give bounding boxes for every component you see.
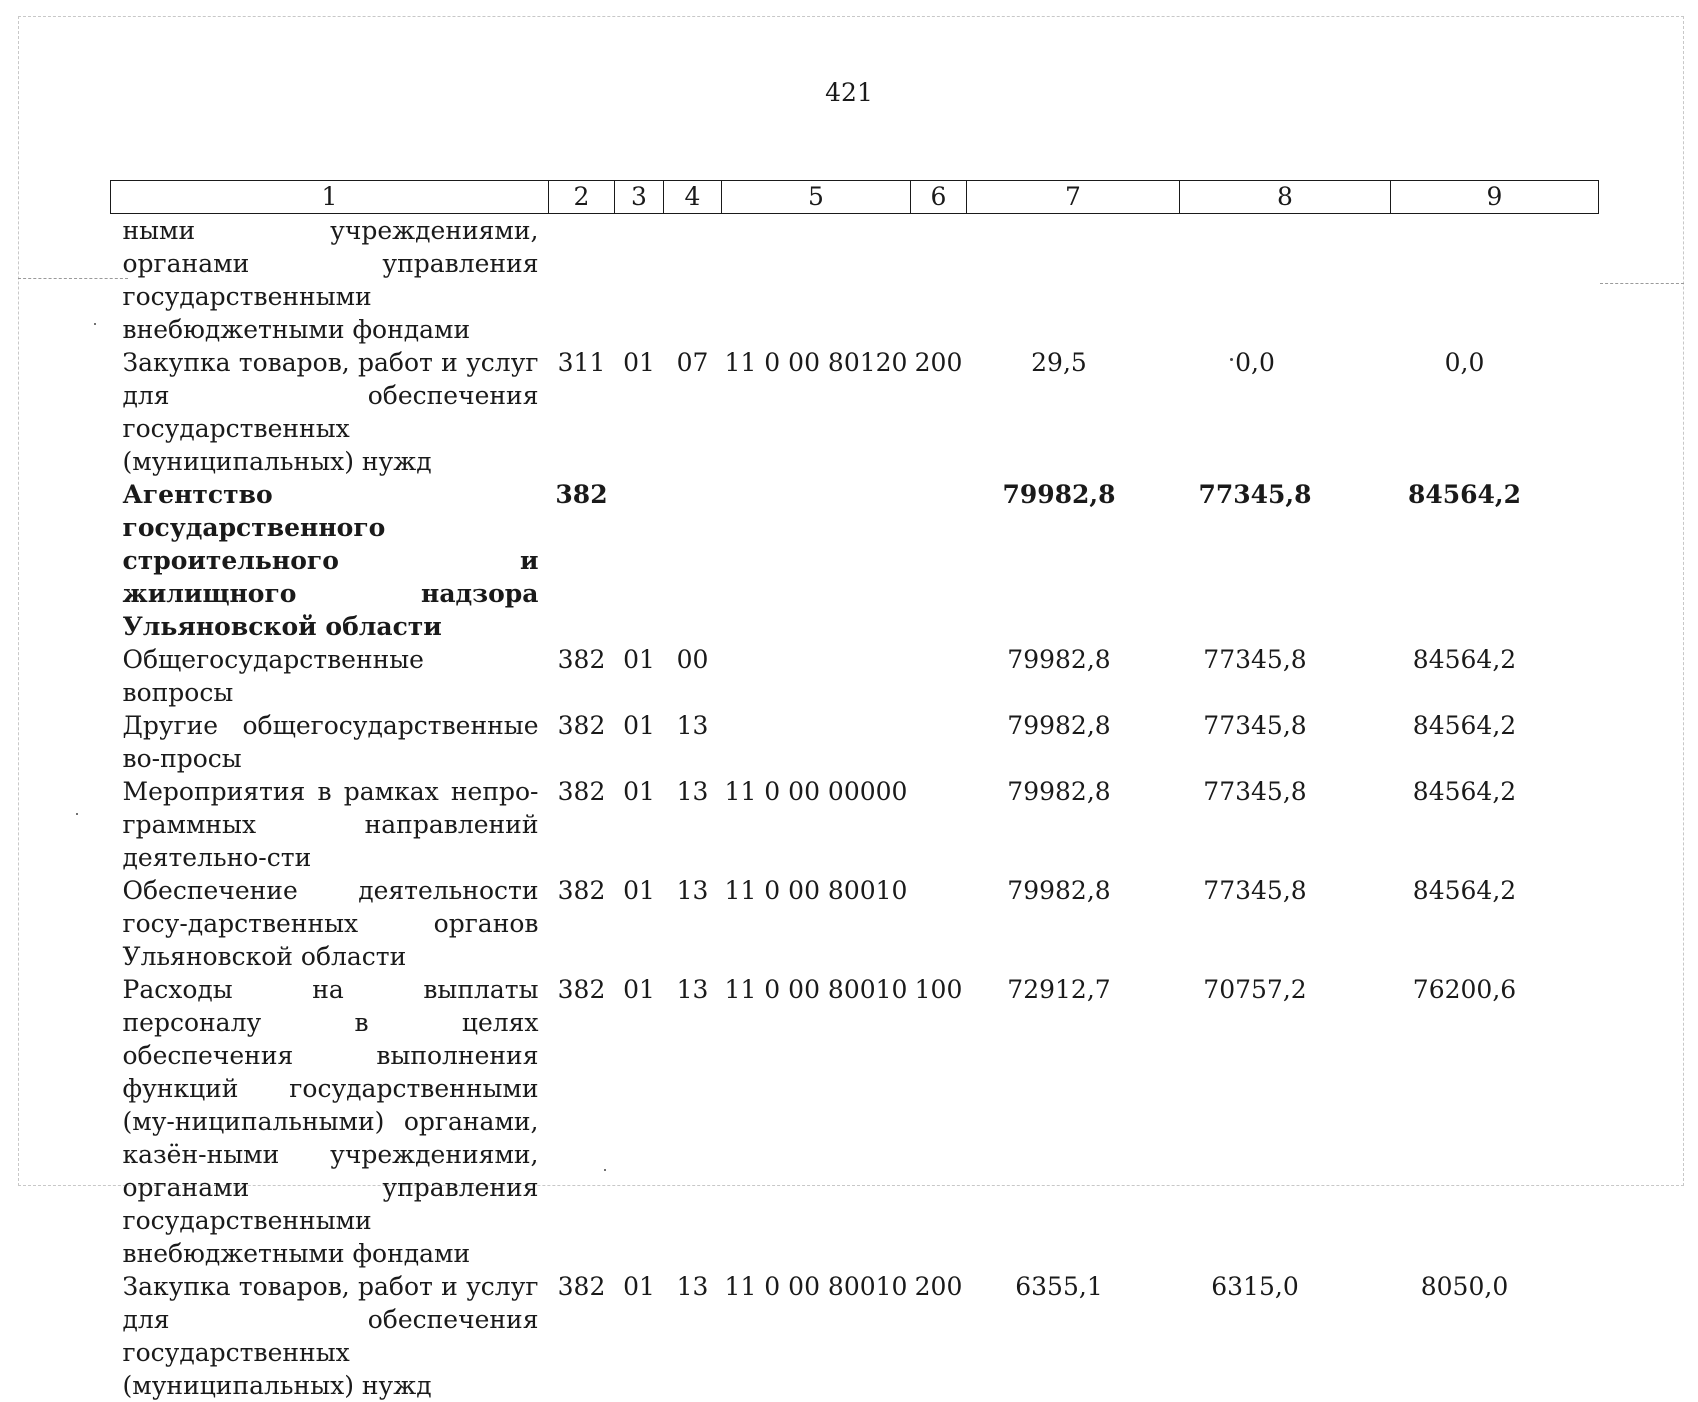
page-number: 421 bbox=[0, 78, 1698, 107]
row-value-cell bbox=[911, 874, 967, 973]
table-row bbox=[111, 709, 1599, 775]
row-value-cell: 200 bbox=[911, 346, 967, 478]
row-value-cell bbox=[911, 643, 967, 709]
scan-speck bbox=[94, 323, 96, 325]
row-value-cell bbox=[664, 214, 722, 347]
row-value-cell: 79982,8 bbox=[967, 709, 1180, 775]
table-row bbox=[111, 478, 1599, 643]
table-row bbox=[111, 775, 1599, 874]
row-value-cell bbox=[911, 709, 967, 775]
row-value-cell: 77345,8 bbox=[1180, 709, 1391, 775]
row-value-cell: 79982,8 bbox=[967, 775, 1180, 874]
row-value-cell: 77345,8 bbox=[1180, 874, 1391, 973]
row-value-cell: 13 bbox=[664, 709, 722, 775]
table-row bbox=[111, 346, 1599, 478]
row-title-cell: ными учреждениями, органами управления государственными внебюджетными фондами bbox=[111, 214, 549, 347]
row-value-cell: 01 bbox=[615, 973, 664, 1270]
table-row bbox=[111, 1270, 1599, 1402]
row-value-cell: 72912,7 bbox=[967, 973, 1180, 1270]
row-value-cell: 100 bbox=[911, 973, 967, 1270]
row-value-cell bbox=[722, 478, 911, 643]
row-value-cell: 200 bbox=[911, 1270, 967, 1402]
row-value-cell: 11 0 00 80120 bbox=[722, 346, 911, 478]
row-value-cell: 77345,8 bbox=[1180, 775, 1391, 874]
row-value-cell: 01 bbox=[615, 346, 664, 478]
row-value-cell: 84564,2 bbox=[1391, 775, 1599, 874]
row-value-cell bbox=[722, 643, 911, 709]
column-header: 5 bbox=[722, 181, 911, 214]
row-value-cell: 13 bbox=[664, 874, 722, 973]
column-header: 4 bbox=[664, 181, 722, 214]
row-value-cell: 382 bbox=[549, 874, 615, 973]
row-value-cell: 00 bbox=[664, 643, 722, 709]
row-title-cell: Обеспечение деятельности госу-дарственных органов Ульяновской области bbox=[111, 874, 549, 973]
table-row bbox=[111, 643, 1599, 709]
row-title-cell: Расходы на выплаты персоналу в целях обеспечения выполнения функций государственными (му-ниципальными) органами, казён-ными учреждениями, органами управления государственными внебюджетными фондами bbox=[111, 973, 549, 1270]
row-value-cell bbox=[615, 478, 664, 643]
row-value-cell: 77345,8 bbox=[1180, 478, 1391, 643]
column-number-header-row bbox=[111, 181, 1599, 214]
row-value-cell: 79982,8 bbox=[967, 874, 1180, 973]
row-value-cell: 76200,6 bbox=[1391, 973, 1599, 1270]
row-title-cell: Закупка товаров, работ и услуг для обеспечения государственных (муниципальных) нужд bbox=[111, 346, 549, 478]
scan-speck bbox=[76, 813, 78, 815]
column-header: 6 bbox=[911, 181, 967, 214]
column-header: 3 bbox=[615, 181, 664, 214]
table-row bbox=[111, 874, 1599, 973]
row-value-cell: 79982,8 bbox=[967, 478, 1180, 643]
row-value-cell: 11 0 00 80010 bbox=[722, 973, 911, 1270]
column-header: 9 bbox=[1391, 181, 1599, 214]
row-value-cell bbox=[1180, 214, 1391, 347]
row-value-cell: 6355,1 bbox=[967, 1270, 1180, 1402]
row-value-cell bbox=[664, 478, 722, 643]
row-value-cell bbox=[911, 775, 967, 874]
column-header: 8 bbox=[1180, 181, 1391, 214]
row-value-cell: 79982,8 bbox=[967, 643, 1180, 709]
column-header: 1 bbox=[111, 181, 549, 214]
row-value-cell: 84564,2 bbox=[1391, 709, 1599, 775]
scan-speck bbox=[1230, 358, 1233, 361]
row-value-cell: 01 bbox=[615, 874, 664, 973]
table-row bbox=[111, 214, 1599, 347]
row-value-cell bbox=[722, 709, 911, 775]
row-value-cell: 0,0 bbox=[1180, 346, 1391, 478]
row-value-cell: 01 bbox=[615, 775, 664, 874]
row-value-cell: 382 bbox=[549, 1270, 615, 1402]
row-value-cell bbox=[615, 214, 664, 347]
row-value-cell: 6315,0 bbox=[1180, 1270, 1391, 1402]
row-value-cell: 13 bbox=[664, 775, 722, 874]
row-value-cell: 382 bbox=[549, 775, 615, 874]
row-title-cell: Закупка товаров, работ и услуг для обеспечения государственных (муниципальных) нужд bbox=[111, 1270, 549, 1402]
row-value-cell bbox=[911, 478, 967, 643]
row-value-cell: 8050,0 bbox=[1391, 1270, 1599, 1402]
column-header: 2 bbox=[549, 181, 615, 214]
table-row bbox=[111, 973, 1599, 1270]
column-header: 7 bbox=[967, 181, 1180, 214]
row-value-cell: 84564,2 bbox=[1391, 874, 1599, 973]
budget-table bbox=[110, 180, 1599, 1402]
row-value-cell: 13 bbox=[664, 1270, 722, 1402]
row-value-cell: 382 bbox=[549, 973, 615, 1270]
row-title-cell: Другие общегосударственные во-просы bbox=[111, 709, 549, 775]
row-value-cell bbox=[722, 214, 911, 347]
row-value-cell: 11 0 00 00000 bbox=[722, 775, 911, 874]
row-title-cell: Мероприятия в рамках непро-граммных направлений деятельно-сти bbox=[111, 775, 549, 874]
row-value-cell: 311 bbox=[549, 346, 615, 478]
row-value-cell: 01 bbox=[615, 1270, 664, 1402]
row-value-cell bbox=[1391, 214, 1599, 347]
scan-speck bbox=[604, 1169, 606, 1171]
row-value-cell bbox=[911, 214, 967, 347]
row-value-cell: 11 0 00 80010 bbox=[722, 874, 911, 973]
row-value-cell: 77345,8 bbox=[1180, 643, 1391, 709]
row-value-cell: 84564,2 bbox=[1391, 643, 1599, 709]
row-value-cell: 382 bbox=[549, 478, 615, 643]
row-value-cell: 07 bbox=[664, 346, 722, 478]
row-value-cell: 0,0 bbox=[1391, 346, 1599, 478]
row-value-cell: 29,5 bbox=[967, 346, 1180, 478]
row-value-cell: 11 0 00 80010 bbox=[722, 1270, 911, 1402]
row-value-cell: 70757,2 bbox=[1180, 973, 1391, 1270]
row-value-cell: 01 bbox=[615, 709, 664, 775]
row-title-cell: Агентство государственного строительного и жилищного надзора Ульяновской области bbox=[111, 478, 549, 643]
row-title-cell: Общегосударственные вопросы bbox=[111, 643, 549, 709]
scan-artifact-line bbox=[1600, 283, 1684, 284]
row-value-cell bbox=[549, 214, 615, 347]
table-body bbox=[111, 214, 1599, 1402]
row-value-cell: 84564,2 bbox=[1391, 478, 1599, 643]
row-value-cell: 382 bbox=[549, 643, 615, 709]
row-value-cell: 01 bbox=[615, 643, 664, 709]
row-value-cell bbox=[967, 214, 1180, 347]
row-value-cell: 382 bbox=[549, 709, 615, 775]
row-value-cell: 13 bbox=[664, 973, 722, 1270]
